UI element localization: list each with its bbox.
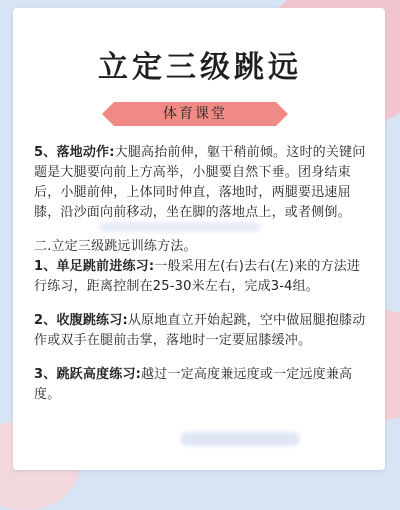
- paragraph-tuck-jump: [34, 311, 370, 351]
- category-banner: 体育课堂: [114, 102, 276, 126]
- blurred-watermark: [180, 432, 300, 446]
- paragraph-label: 2、收腹跳练习:: [34, 313, 128, 328]
- paragraph-jump-height: [34, 365, 370, 405]
- heading-text: 二.立定三级跳远训练方法。: [34, 239, 197, 254]
- paragraph-label: 1、单足跳前进练习:: [34, 259, 155, 274]
- paragraph-single-leg-hop: [34, 257, 370, 297]
- paragraph-text: 大腿高抬前伸，躯干稍前倾。这时的关键问题是大腿要向前上方高举，小腿要自然下垂。团身结束后，小腿前伸，上体同时伸直，落地时，两腿要迅速屈膝，沿沙面向前移动，坐在脚的落地点上，或者侧倒。: [34, 145, 366, 220]
- paragraph-text: 一般采用左(右)去右(左)来的方法进行练习，距离控制在25-30米左右，完成3-4组。: [34, 259, 361, 294]
- paragraph-label: 3、跳跃高度练习:: [34, 367, 142, 382]
- section-heading: [34, 237, 370, 257]
- paragraph-text: 从原地直立开始起跳，空中做屈腿抱膝动作或双手在腿前击掌，落地时一定要屈膝缓冲。: [34, 313, 366, 348]
- paragraph-landing: [34, 143, 370, 223]
- paragraph-text: 越过一定高度兼远度或一定远度兼高度。: [34, 367, 353, 402]
- article-body: [34, 143, 370, 419]
- paragraph-label: 5、落地动作:: [34, 145, 115, 160]
- page-title: 立定三级跳远: [98, 50, 302, 85]
